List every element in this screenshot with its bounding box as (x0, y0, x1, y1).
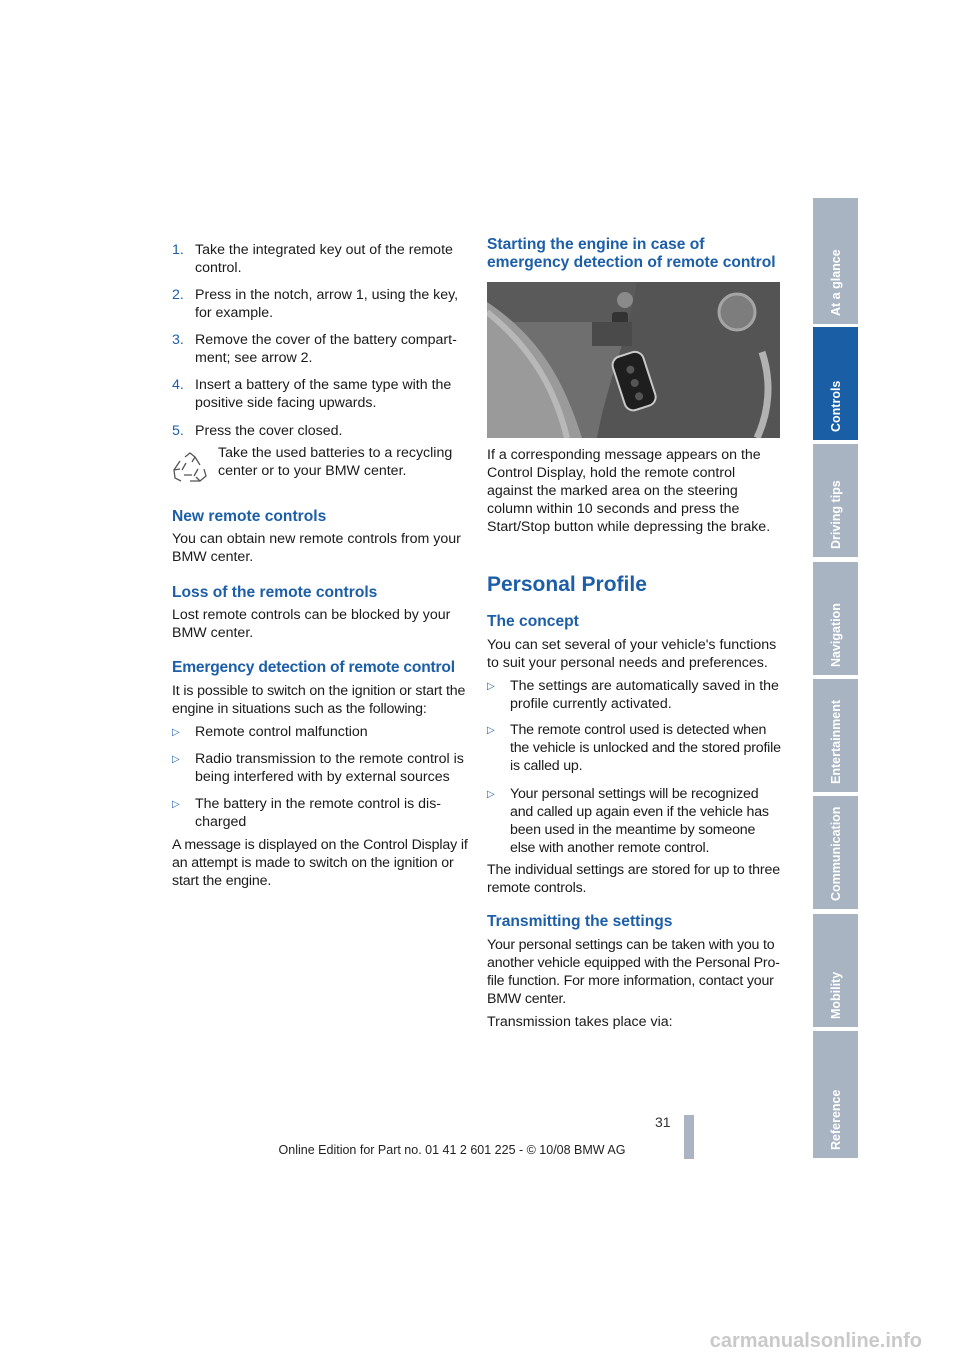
tab-driving-tips[interactable]: Driving tips (813, 444, 858, 557)
step-text: Insert a battery of the same type with the positive side facing upwards. (195, 377, 452, 411)
step-number: 5. (172, 423, 184, 439)
tab-communication[interactable]: Communication (813, 796, 858, 909)
concept-outro: The individual settings are stored for up to three remote controls. (487, 862, 780, 896)
transmitting-text: Your personal settings can be taken with you to another vehicle equipped with the Personal Pro- file function. For more information, contact your BMW center. (487, 937, 780, 1007)
heading-personal-profile: Personal Profile (487, 573, 647, 596)
step-text: Press in the notch, arrow 1, using the key, for example. (195, 287, 459, 321)
step-number: 3. (172, 332, 184, 348)
watermark: carmanualsonline.info (709, 1330, 922, 1352)
triangle-bullet-icon: ▷ (172, 754, 180, 765)
transmission-via: Transmission takes place via: (487, 1014, 673, 1030)
tab-mobility[interactable]: Mobility (813, 914, 858, 1027)
step-text: Take the integrated key out of the remote control. (195, 242, 453, 276)
heading-starting-engine-line1: Starting the engine in case of (487, 236, 705, 253)
heading-new-remote-controls: New remote controls (172, 508, 327, 525)
triangle-bullet-icon: ▷ (172, 799, 180, 810)
footer-text: Online Edition for Part no. 01 41 2 601 225 - © 10/08 BMW AG (278, 1143, 626, 1157)
tab-navigation[interactable]: Navigation (813, 562, 858, 675)
step-number: 4. (172, 377, 184, 393)
new-remote-text: You can obtain new remote controls from your BMW center. (172, 531, 461, 565)
heading-starting-engine-line2: emergency detection of remote control (487, 254, 776, 271)
tab-reference[interactable]: Reference (813, 1031, 858, 1158)
concept-intro: You can set several of your vehicle's functions to suit your personal needs and preferences. (487, 637, 777, 671)
triangle-bullet-icon: ▷ (487, 789, 495, 800)
step-number: 2. (172, 287, 184, 303)
heading-loss-remote-controls: Loss of the remote controls (172, 584, 378, 601)
tab-controls[interactable]: Controls (813, 327, 858, 440)
loss-text: Lost remote controls can be blocked by your BMW center. (172, 607, 451, 641)
triangle-bullet-icon: ▷ (487, 725, 495, 736)
chapter-sidebar (813, 198, 858, 1158)
step-text: Press the cover closed. (195, 423, 343, 439)
recycle-note: Take the used batteries to a recycling center or to your BMW center. (218, 445, 453, 479)
tab-entertainment[interactable]: Entertainment (813, 679, 858, 792)
emergency-intro: It is possible to switch on the ignition or start the engine in situations such as the following: (172, 683, 466, 717)
heading-emergency-detection: Emergency detection of remote control (172, 659, 455, 676)
triangle-bullet-icon: ▷ (487, 681, 495, 692)
triangle-bullet-icon: ▷ (172, 727, 180, 738)
starting-engine-text: If a corresponding message appears on the Control Display, hold the remote control against the marked area on the steering column within 10 seconds and press the Start/Stop button while depressing the brake. (487, 447, 771, 535)
step-number: 1. (172, 242, 184, 258)
steering-column-photo (487, 282, 780, 438)
footer (0, 1143, 960, 1157)
recycle-icon (172, 452, 208, 486)
step-text: Remove the cover of the battery compart- ment; see arrow 2. (195, 332, 457, 366)
emergency-outro: A message is displayed on the Control Display if an attempt is made to switch on the ignition or start the engine. (172, 837, 468, 889)
heading-transmitting-settings: Transmitting the settings (487, 913, 673, 930)
tab-at-a-glance[interactable]: At a glance (813, 198, 858, 324)
page-number: 31 (655, 1114, 671, 1130)
heading-the-concept: The concept (487, 613, 579, 630)
